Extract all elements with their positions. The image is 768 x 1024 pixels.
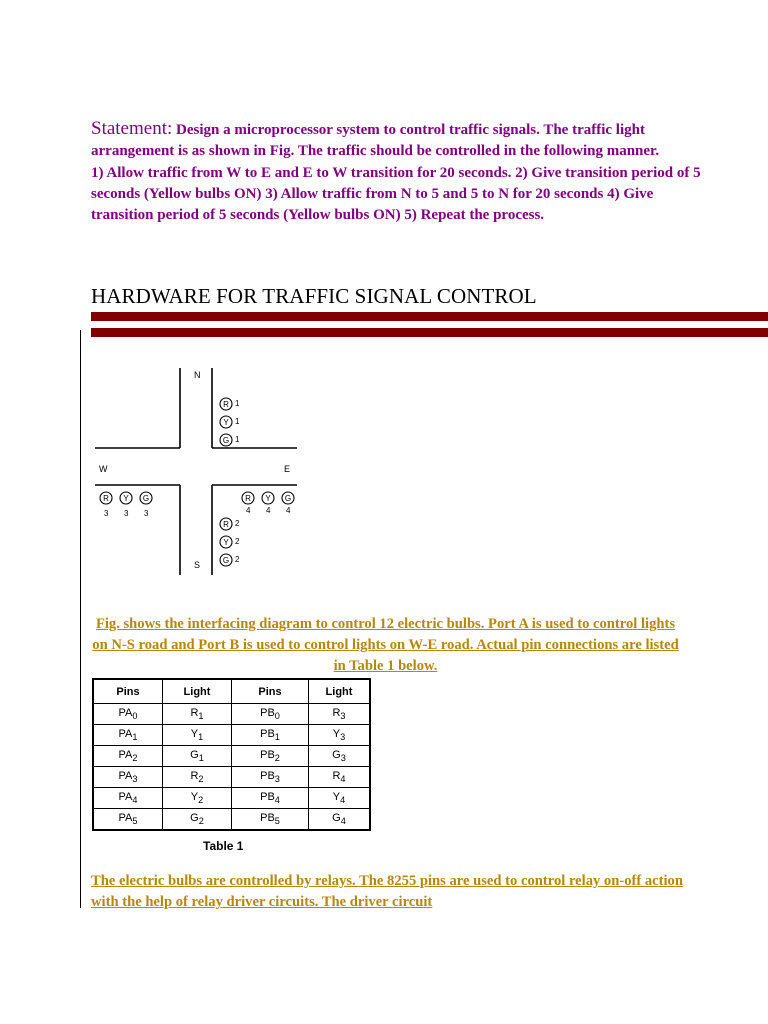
table-row — [93, 788, 370, 809]
pin-b-cell: $PB_5$ — [232, 809, 309, 831]
table-row — [93, 725, 370, 746]
west-green-letter: G — [142, 494, 150, 503]
relay-paragraph: The electric bulbs are controlled by relays. The 8255 pins are used to control relay on-off action with the help of relay driver circuits. The driver circuit — [91, 873, 683, 910]
pin-a-cell: $PA_3$ — [93, 767, 163, 788]
pin-a-cell: $PA_4$ — [93, 788, 163, 809]
statement-steps: 1) Allow traffic from W to E and E to W transition for 20 seconds. 2) Give transition period of 5 seconds (Yellow bulbs ON) 3) Allow traffic from N to 5 and 5 to N for 20 seconds 4) Give transition period of 5 seconds (Yellow bulbs ON) 5) Repeat the process. — [91, 164, 701, 224]
east-red-letter: R — [245, 494, 251, 503]
light-b-cell: $Y_4$ — [309, 788, 371, 809]
direction-w-label: W — [99, 464, 108, 474]
east-yellow-index: 4 — [266, 506, 271, 515]
west-yellow-index: 3 — [124, 509, 129, 518]
pin-a-cell: $PA_5$ — [93, 809, 163, 831]
pin-connection-table — [92, 678, 371, 831]
direction-e-label: E — [284, 464, 291, 474]
south-yellow-letter: Y — [223, 538, 229, 547]
page-heading: HARDWARE FOR TRAFFIC SIGNAL CONTROL — [91, 284, 537, 308]
table-caption: Table 1 — [203, 839, 244, 853]
statement-text: Design a microprocessor system to control traffic signals. The traffic light arrangement is as shown in Fig. The traffic should be controlled in the following manner. — [91, 122, 660, 160]
header-light-b: Light — [309, 679, 371, 704]
west-red-index: 3 — [104, 509, 109, 518]
light-a-cell: $Y_1$ — [163, 725, 232, 746]
light-b-cell: $R_3$ — [309, 704, 371, 725]
pin-a-cell: $PA_0$ — [93, 704, 163, 725]
header-pins-a: Pins — [93, 679, 163, 704]
statement-paragraph — [91, 118, 711, 226]
header-light-a: Light — [163, 679, 232, 704]
pin-a-cell: $PA_2$ — [93, 746, 163, 767]
pin-b-cell: $PB_1$ — [232, 725, 309, 746]
figure-caption: Fig. shows the interfacing diagram to control 12 electric bulbs. Port A is used to control lights on N-S road and Port B is used to control lights on W-E road. Actual pin connections are listed in Table 1 below. — [92, 616, 679, 674]
heading-rule-thick — [91, 312, 768, 321]
east-green-letter: G — [284, 494, 292, 503]
south-red-index: 2 — [235, 519, 240, 528]
light-a-cell: $Y_2$ — [163, 788, 232, 809]
table-row — [93, 809, 370, 831]
header-pins-b: Pins — [232, 679, 309, 704]
south-yellow-index: 2 — [235, 537, 240, 546]
table-row — [93, 746, 370, 767]
west-yellow-letter: Y — [123, 494, 129, 503]
table-row — [93, 767, 370, 788]
north-green-letter: G — [222, 436, 230, 445]
table-header-row — [93, 679, 370, 704]
statement-label: Statement: — [91, 118, 173, 139]
west-red-letter: R — [103, 494, 109, 503]
light-b-cell: $G_4$ — [309, 809, 371, 831]
west-green-index: 3 — [144, 509, 149, 518]
south-green-letter: G — [222, 556, 230, 565]
light-b-cell: $G_3$ — [309, 746, 371, 767]
north-green-index: 1 — [235, 435, 240, 444]
light-a-cell: $R_1$ — [163, 704, 232, 725]
light-b-cell: $Y_3$ — [309, 725, 371, 746]
light-b-cell: $R_4$ — [309, 767, 371, 788]
north-yellow-letter: Y — [223, 418, 229, 427]
light-a-cell: $R_2$ — [163, 767, 232, 788]
south-green-index: 2 — [235, 555, 240, 564]
south-red-letter: R — [223, 520, 229, 529]
heading-rule-thin — [91, 328, 768, 337]
pin-b-cell: $PB_0$ — [232, 704, 309, 725]
direction-n-label: N — [194, 370, 201, 380]
pin-b-cell: $PB_2$ — [232, 746, 309, 767]
light-a-cell: $G_1$ — [163, 746, 232, 767]
light-a-cell: $G_2$ — [163, 809, 232, 831]
pin-b-cell: $PB_3$ — [232, 767, 309, 788]
east-green-index: 4 — [286, 506, 291, 515]
direction-s-label: S — [194, 560, 201, 570]
east-yellow-letter: Y — [265, 494, 271, 503]
north-red-letter: R — [223, 400, 229, 409]
table-row — [93, 704, 370, 725]
east-red-index: 4 — [246, 506, 251, 515]
pin-a-cell: $PA_1$ — [93, 725, 163, 746]
traffic-intersection-diagram — [92, 360, 312, 580]
pin-b-cell: $PB_4$ — [232, 788, 309, 809]
content-left-border — [80, 330, 81, 908]
north-red-index: 1 — [235, 399, 240, 408]
north-yellow-index: 1 — [235, 417, 240, 426]
